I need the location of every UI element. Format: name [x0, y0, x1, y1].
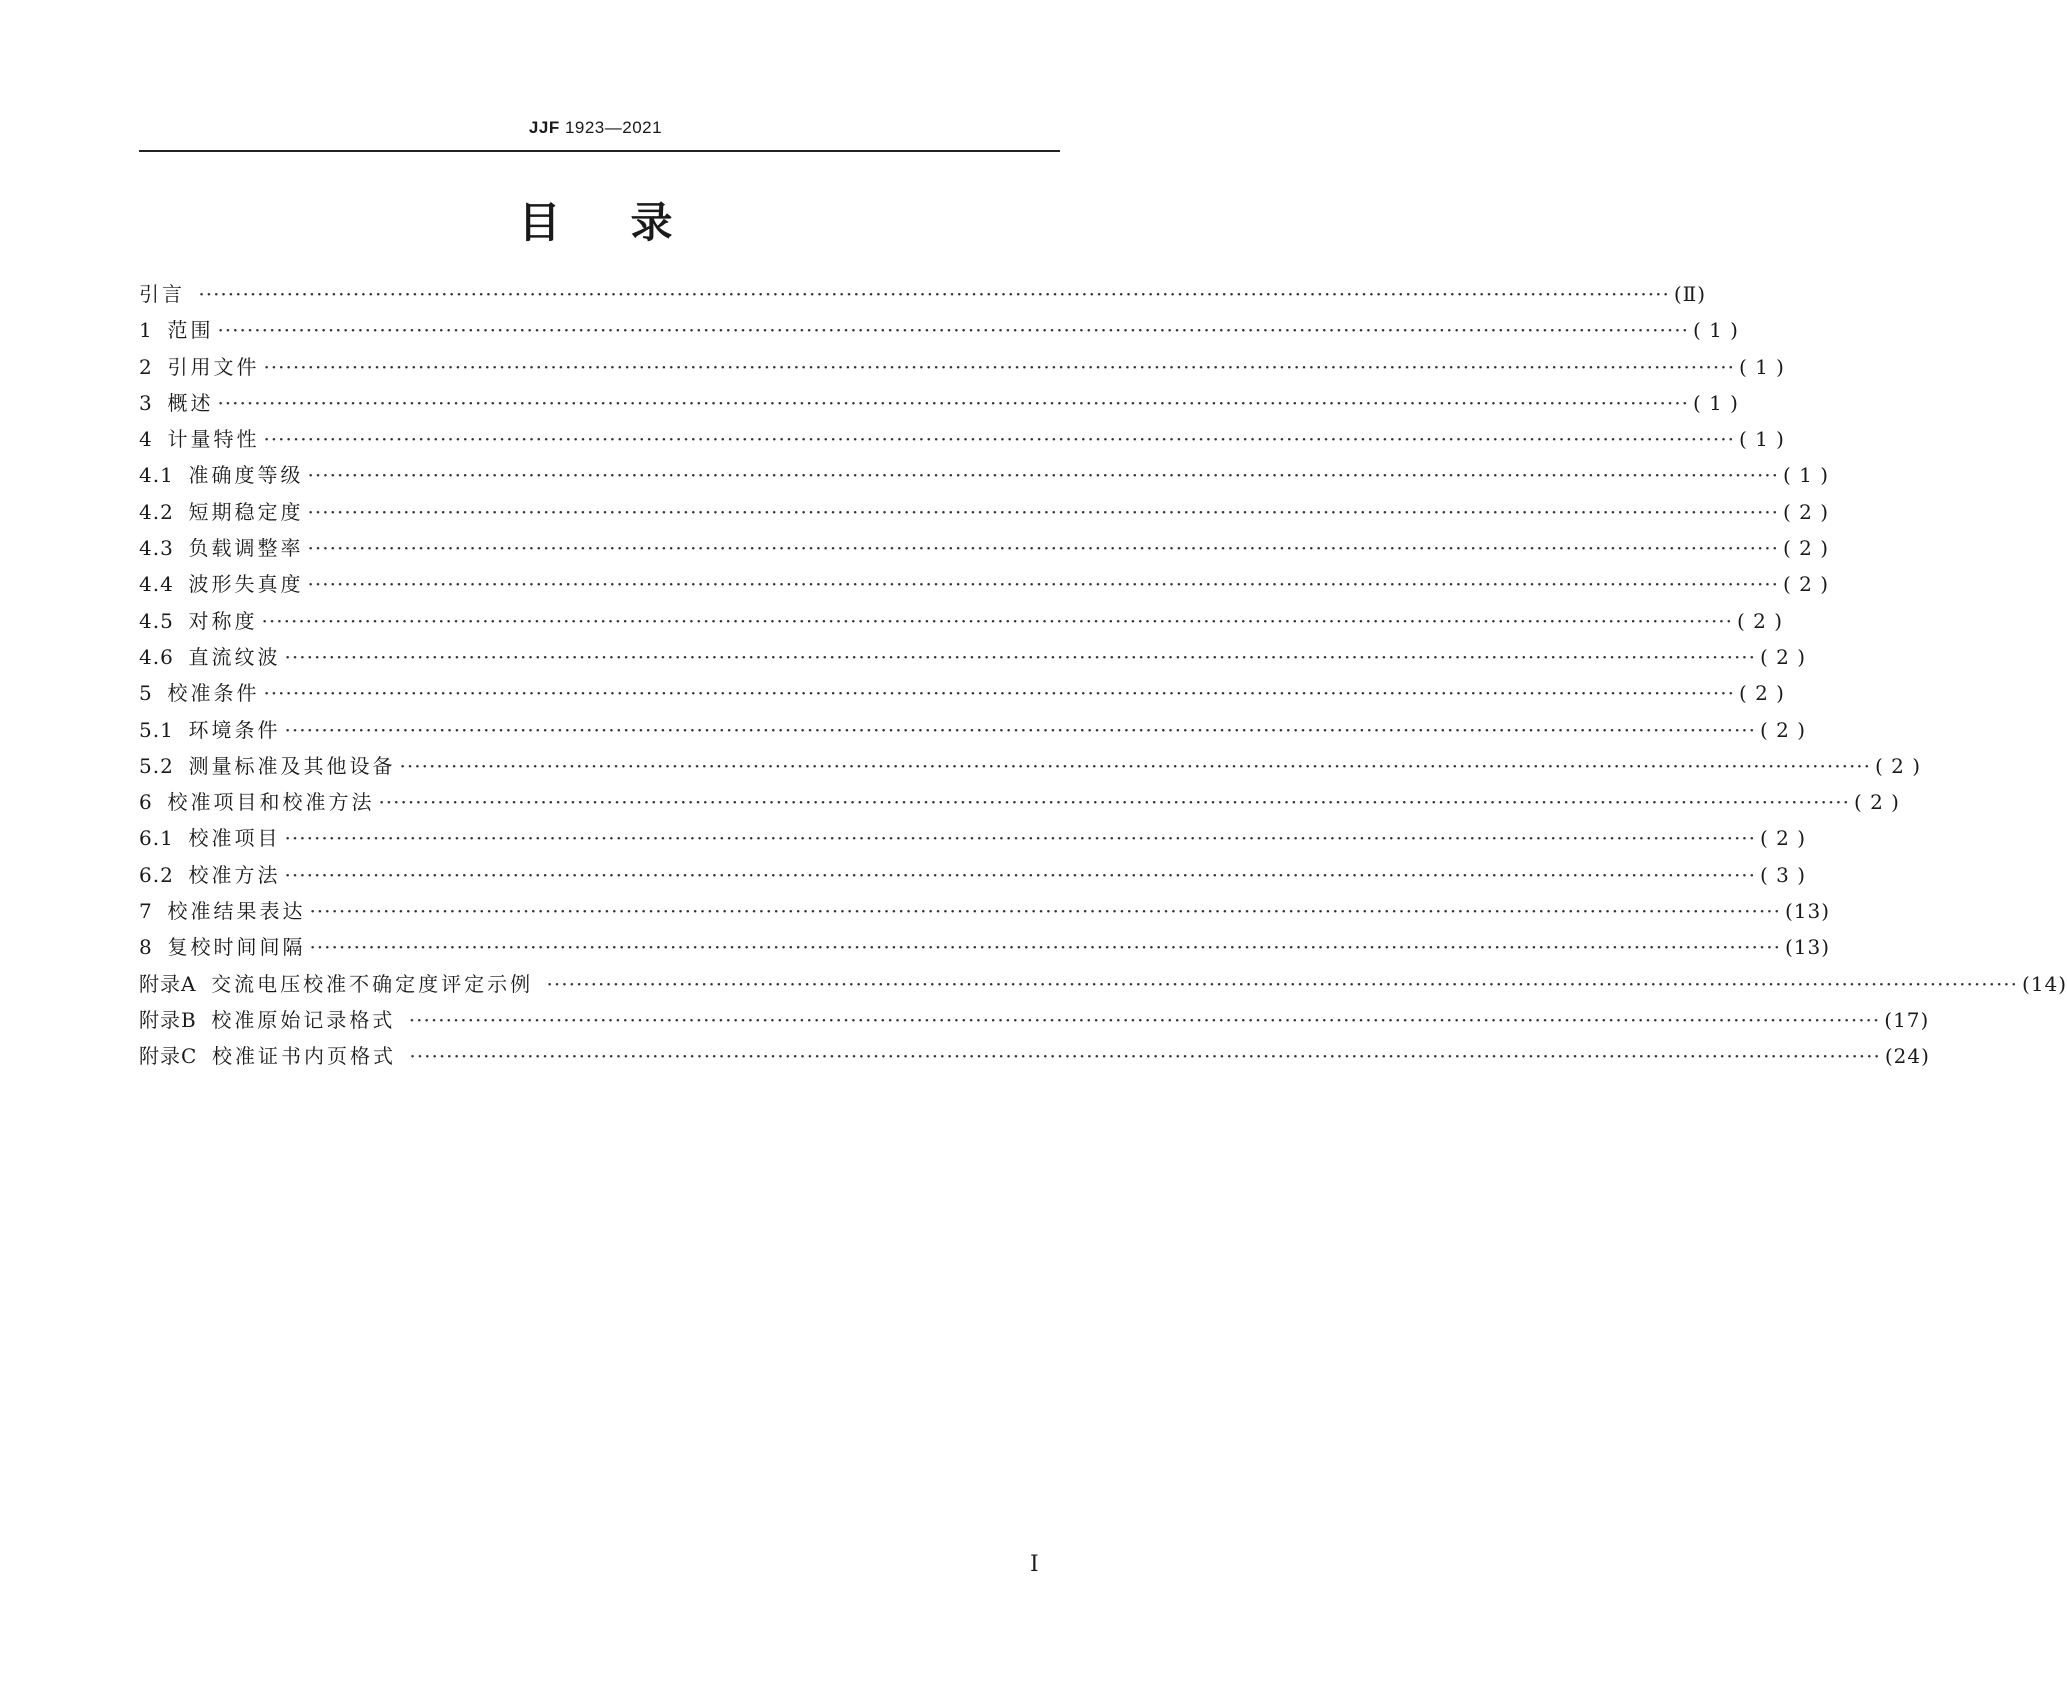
- toc-entry-page: ( 1 ): [1738, 427, 1785, 452]
- toc-entry-page: ( 2 ): [1760, 644, 1807, 669]
- toc-entry[interactable]: [139, 312, 1739, 348]
- toc-entry[interactable]: [139, 457, 1830, 493]
- toc-entry-label: 环境条件: [188, 717, 281, 742]
- toc-leader-dots: ········································································································································································································: [307, 499, 1780, 524]
- toc-entry-number: 4.2: [139, 499, 189, 524]
- toc-leader-dots: ········································································································································································································: [307, 463, 1780, 488]
- toc-entry-label: 波形失真度: [188, 572, 304, 597]
- toc-entry-page: (17): [1884, 1007, 1930, 1032]
- toc-leader-dots: ········································································································································································································: [399, 753, 1872, 778]
- toc-entry[interactable]: [139, 929, 1830, 965]
- header-rule: [139, 150, 1060, 152]
- toc-entry-label: 校准原始记录格式: [211, 1007, 405, 1032]
- toc-leader-dots: ········································································································································································································: [408, 1007, 1881, 1032]
- toc-entry[interactable]: [139, 1038, 1930, 1074]
- toc-entry-number: 4.6: [139, 644, 189, 669]
- toc-entry-number: 7: [139, 899, 168, 924]
- toc-entry-label: 范围: [167, 318, 214, 343]
- toc-leader-dots: ········································································································································································································: [284, 826, 1757, 851]
- toc-entry[interactable]: [139, 1002, 1930, 1038]
- toc-entry-page: ( 1 ): [1692, 390, 1739, 415]
- toc-entry[interactable]: [139, 385, 1739, 421]
- toc-entry-page: ( 1 ): [1783, 463, 1830, 488]
- toc-entry-number: 4.1: [139, 463, 189, 488]
- toc-entry-number: 附录C: [139, 1044, 213, 1069]
- toc-entry-label: 引用文件: [167, 354, 260, 379]
- toc-leader-dots: ········································································································································································································: [198, 282, 1670, 306]
- toc-entry-label: 校准证书内页格式: [212, 1044, 406, 1069]
- toc-leader-dots: ········································································································································································································: [309, 899, 1781, 924]
- toc-entry-number: 4.3: [139, 536, 189, 561]
- toc-leader-dots: ········································································································································································································: [307, 536, 1780, 561]
- table-of-contents: [139, 276, 2067, 1075]
- toc-entry[interactable]: [139, 893, 1830, 929]
- toc-entry-number: 5.2: [139, 753, 189, 778]
- toc-entry-number: 5: [139, 681, 168, 706]
- toc-leader-dots: ········································································································································································································: [261, 608, 1734, 633]
- toc-entry-number: 4.5: [139, 608, 189, 633]
- toc-entry-page: ( 2 ): [1853, 790, 1900, 815]
- toc-entry-label: 直流纹波: [188, 644, 281, 669]
- toc-entry-label: 负载调整率: [188, 536, 304, 561]
- page-title: [0, 190, 1191, 250]
- toc-entry-number: 4: [139, 427, 168, 452]
- toc-entry[interactable]: [139, 712, 1807, 748]
- document-header: [0, 118, 1191, 138]
- toc-entry[interactable]: [139, 675, 1785, 711]
- toc-entry-page: ( 2 ): [1760, 717, 1807, 742]
- toc-entry-page: ( 1 ): [1692, 318, 1739, 343]
- toc-entry-label: 交流电压校准不确定度评定示例: [211, 971, 543, 996]
- toc-entry[interactable]: [139, 421, 1785, 457]
- toc-entry-page: ( 2 ): [1783, 499, 1830, 524]
- toc-entry-label: 对称度: [188, 608, 258, 633]
- toc-entry-label: 校准结果表达: [167, 899, 306, 924]
- toc-entry[interactable]: [139, 784, 1900, 820]
- standard-code: JJF: [528, 118, 560, 137]
- page-number: Ⅰ: [1030, 1552, 1039, 1577]
- toc-entry-label: 校准方法: [188, 862, 281, 887]
- toc-entry-label: 校准项目: [188, 826, 281, 851]
- toc-entry-label: 复校时间间隔: [167, 935, 306, 960]
- toc-entry[interactable]: [139, 820, 1807, 856]
- toc-leader-dots: ········································································································································································································: [284, 644, 1757, 669]
- toc-entry-label: 校准项目和校准方法: [167, 790, 375, 815]
- toc-entry-page: (24): [1884, 1044, 1930, 1069]
- toc-leader-dots: ········································································································································································································: [217, 318, 1689, 343]
- toc-entry[interactable]: [139, 349, 1785, 385]
- toc-entry-page: ( 2 ): [1783, 536, 1830, 561]
- toc-leader-dots: ········································································································································································································: [284, 717, 1757, 742]
- toc-entry[interactable]: [139, 276, 1707, 312]
- toc-entry-page: ( 2 ): [1760, 826, 1807, 851]
- toc-entry-number: 6.2: [139, 862, 189, 887]
- toc-entry-number: 8: [139, 935, 168, 960]
- toc-entry-label: 计量特性: [167, 427, 260, 452]
- toc-entry-page: ( 2 ): [1875, 753, 1922, 778]
- toc-entry-number: 附录B: [139, 1007, 212, 1032]
- toc-entry[interactable]: [139, 639, 1807, 675]
- toc-leader-dots: ········································································································································································································: [378, 790, 1850, 815]
- toc-entry-number: 2: [139, 354, 168, 379]
- toc-leader-dots: ········································································································································································································: [217, 390, 1689, 415]
- toc-entry-page: ( 2 ): [1737, 608, 1784, 633]
- toc-entry-page: (13): [1784, 935, 1830, 960]
- toc-entry-page: (13): [1784, 899, 1830, 924]
- toc-entry-number: 附录A: [139, 971, 212, 996]
- toc-entry-page: (Ⅱ): [1673, 282, 1707, 306]
- toc-entry-page: ( 2 ): [1738, 681, 1785, 706]
- toc-entry-number: 1: [139, 318, 168, 343]
- toc-leader-dots: ········································································································································································································: [309, 935, 1781, 960]
- toc-entry-number: 6: [139, 790, 168, 815]
- toc-entry[interactable]: [139, 966, 2067, 1002]
- toc-leader-dots: ········································································································································································································: [307, 572, 1780, 597]
- toc-entry[interactable]: [139, 603, 1784, 639]
- toc-entry[interactable]: [139, 857, 1807, 893]
- toc-entry-number: 3: [139, 390, 168, 415]
- toc-entry-label: 校准条件: [167, 681, 260, 706]
- toc-entry[interactable]: [139, 530, 1830, 566]
- toc-leader-dots: ········································································································································································································: [263, 427, 1735, 452]
- toc-entry[interactable]: [139, 494, 1830, 530]
- toc-entry-page: ( 1 ): [1738, 354, 1785, 379]
- title-char-1: 目: [518, 198, 561, 247]
- toc-entry-number: 5.1: [139, 717, 189, 742]
- toc-entry-label: 短期稳定度: [188, 499, 304, 524]
- toc-entry-number: 4.4: [139, 572, 189, 597]
- toc-entry-label: 引言: [139, 282, 195, 306]
- title-char-2: 录: [630, 198, 673, 247]
- toc-leader-dots: ········································································································································································································: [263, 354, 1735, 379]
- toc-leader-dots: ········································································································································································································: [546, 971, 2019, 996]
- toc-entry-label: 测量标准及其他设备: [188, 753, 396, 778]
- toc-entry-page: ( 3 ): [1760, 862, 1807, 887]
- toc-entry-page: ( 2 ): [1783, 572, 1830, 597]
- toc-entry-page: (14): [2022, 971, 2067, 996]
- standard-number: 1923—2021: [564, 118, 663, 137]
- toc-entry-number: 6.1: [139, 826, 189, 851]
- toc-entry-label: 概述: [167, 390, 214, 415]
- toc-entry[interactable]: [139, 748, 1922, 784]
- toc-leader-dots: ········································································································································································································: [284, 862, 1757, 887]
- toc-entry[interactable]: [139, 566, 1830, 602]
- toc-entry-label: 准确度等级: [188, 463, 304, 488]
- toc-leader-dots: ········································································································································································································: [263, 681, 1735, 706]
- toc-leader-dots: ········································································································································································································: [409, 1044, 1881, 1069]
